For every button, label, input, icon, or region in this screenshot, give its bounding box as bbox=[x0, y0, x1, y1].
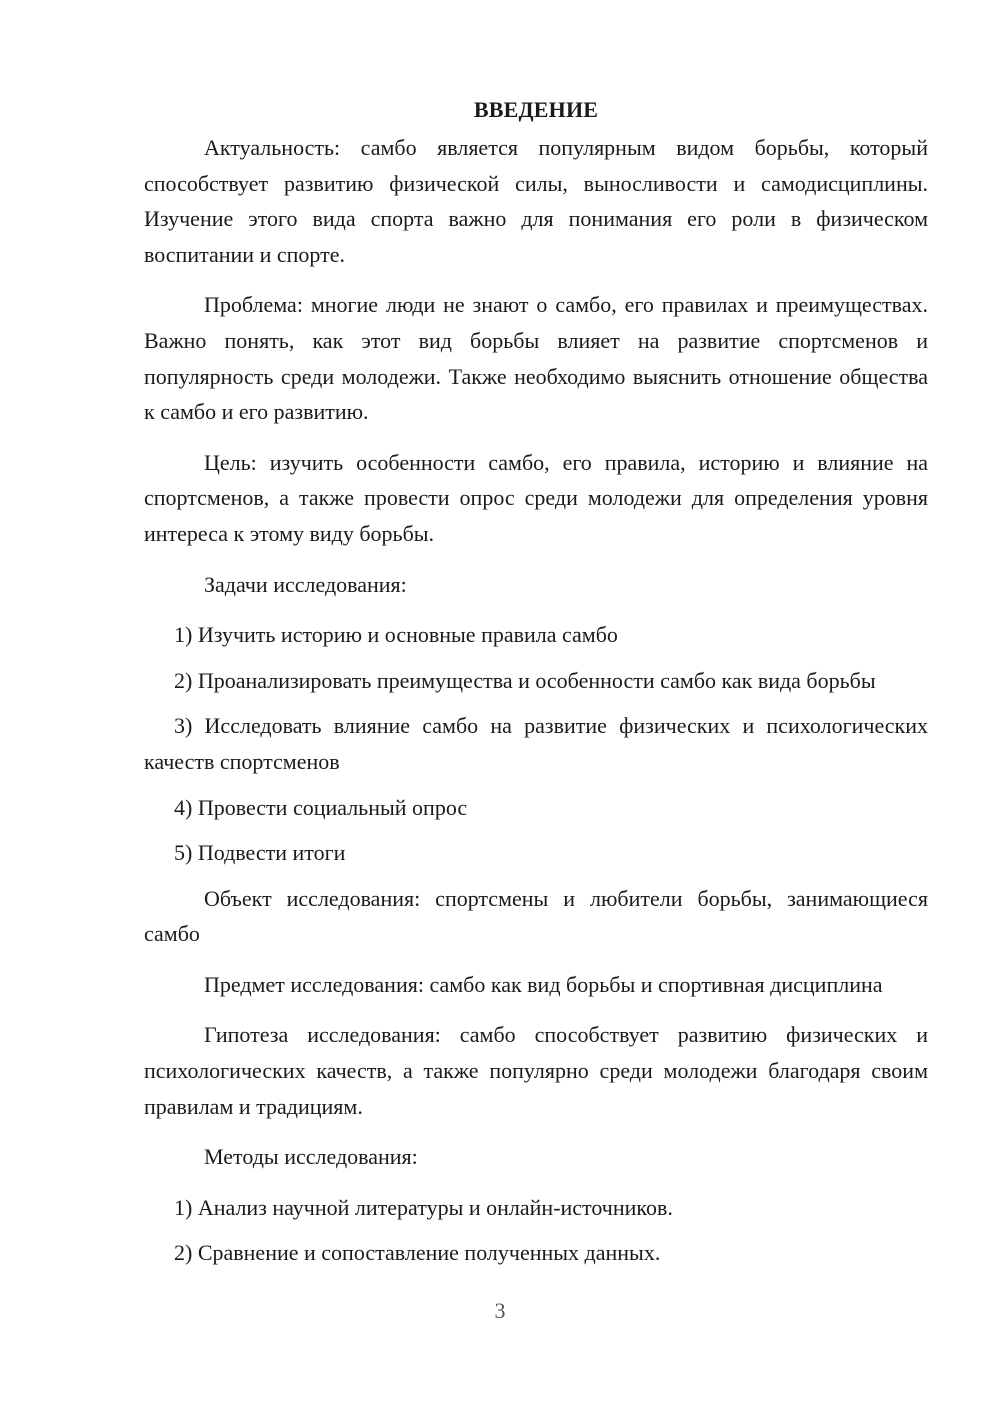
task-item-2: 2) Проанализировать преимущества и особенности самбо как вида борьбы bbox=[174, 667, 876, 693]
paragraph-problem: Проблема: многие люди не знают о самбо, его правилах и преимуществах. Важно понять, как этот вид борьбы влияет на развитие спортсменов и популярность среди молодежи. Также необходимо выяснить отношение общества к самбо и его развитию. bbox=[144, 292, 928, 425]
task-item-1: 1) Изучить историю и основные правила самбо bbox=[174, 622, 618, 648]
page-number: 3 bbox=[494, 1298, 506, 1323]
method-item-1: 1) Анализ научной литературы и онлайн-источников. bbox=[174, 1194, 673, 1220]
method-item-2: 2) Сравнение и сопоставление полученных данных. bbox=[174, 1240, 661, 1266]
task-item-4: 4) Провести социальный опрос bbox=[174, 794, 468, 820]
paragraph-goal: Цель: изучить особенности самбо, его правила, историю и влияние на спортсменов, а также провести опрос среди молодежи для определения уровня интереса к этому виду борьбы. bbox=[144, 449, 928, 546]
paragraph-object: Объект исследования: спортсмены и любители борьбы, занимающиеся самбо bbox=[144, 885, 928, 947]
methods-heading: Методы исследования: bbox=[204, 1144, 418, 1170]
task-item-3: 3) Исследовать влияние самбо на развитие физических и психологических качеств спортсменов bbox=[144, 713, 928, 774]
task-item-5: 5) Подвести итоги bbox=[174, 840, 346, 866]
paragraph-hypothesis: Гипотеза исследования: самбо способствует развитию физических и психологических качеств, а также популярно среди молодежи благодаря своим правилам и традициям. bbox=[144, 1022, 928, 1119]
tasks-heading: Задачи исследования: bbox=[204, 571, 407, 597]
paragraph-relevance: Актуальность: самбо является популярным видом борьбы, который способствует развитию физической силы, выносливости и самодисциплины. Изучение этого вида спорта важно для понимания его роли в физическом воспитании и спорте. bbox=[144, 135, 928, 267]
page-title: ВВЕДЕНИЕ bbox=[473, 97, 599, 122]
paragraph-subject: Предмет исследования: самбо как вид борьбы и спортивная дисциплина bbox=[204, 971, 883, 997]
document-page bbox=[144, 92, 928, 1281]
